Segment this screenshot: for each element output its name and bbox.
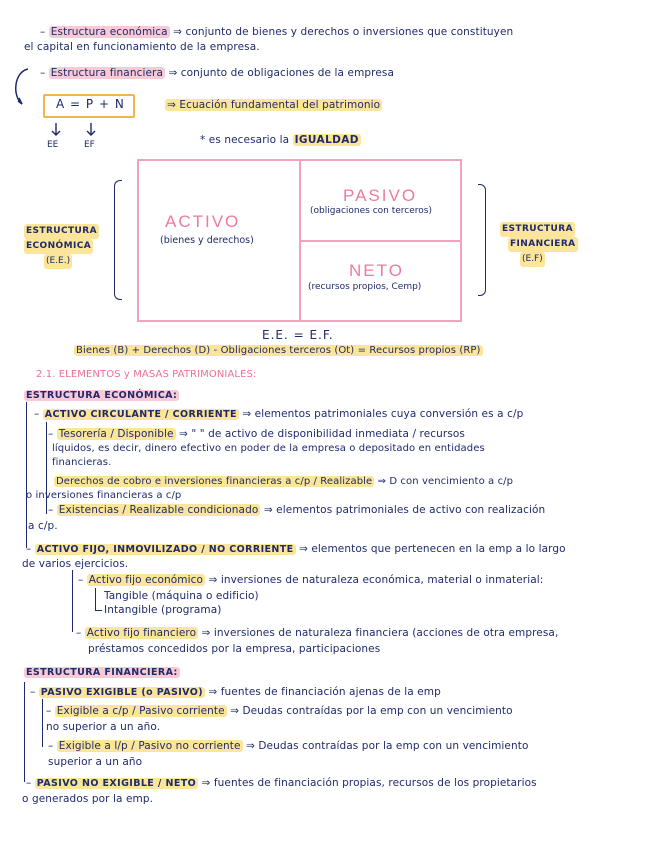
neto-subtitle: (recursos propios, Cemp) xyxy=(308,282,422,292)
right-brace xyxy=(478,184,486,296)
exigible-cp-line-1: – Exigible a c/p / Pasivo corriente ⇒ Deudas contraídas por la emp con un vencimiento xyxy=(46,705,513,717)
tesoreria-line-2: líquidos, es decir, dinero efectivo en poder de la empresa o depositado en entidades xyxy=(52,443,485,454)
pasivo-no-exigible-line-1: – PASIVO NO EXIGIBLE / NETO ⇒ fuentes de financiación propias, recursos de los propietarios xyxy=(26,777,537,789)
estructura-economica-def: ⇒ conjunto de bienes y derechos o inversiones que constituyen xyxy=(173,26,514,38)
intangible-line: Intangible (programa) xyxy=(104,604,222,616)
activo-fijo-economico-line: – Activo fijo económico ⇒ inversiones de naturaleza económica, material o inmaterial: xyxy=(78,574,544,586)
arrow-down-icon xyxy=(86,122,96,141)
ef-label: EF xyxy=(84,140,95,150)
intro-line-1 xyxy=(40,26,513,39)
pasivo-exigible-line: – PASIVO EXIGIBLE (o PASIVO) ⇒ fuentes de financiación ajenas de la emp xyxy=(30,686,441,698)
existencias-line-2: a c/p. xyxy=(28,520,58,532)
intro-line-2: el capital en funcionamiento de la empresa. xyxy=(24,41,260,53)
econ-title: ESTRUCTURA ECONÓMICA: xyxy=(26,390,178,401)
arrow-down-icon xyxy=(51,122,61,141)
activo-fijo-financiero-line-1: – Activo fijo financiero ⇒ inversiones de naturaleza financiera (acciones de otra empresa, xyxy=(76,627,559,639)
activo-fijo-line-1: – ACTIVO FIJO, INMOVILIZADO / NO CORRIENTE ⇒ elementos que pertenecen en la emp a lo largo xyxy=(26,543,566,555)
equation: A = P + N xyxy=(56,97,125,111)
curved-arrow-icon xyxy=(10,66,32,112)
fin-title: ESTRUCTURA FINANCIERA: xyxy=(26,667,178,678)
intro-line-3: – Estructura financiera ⇒ conjunto de obligaciones de la empresa xyxy=(40,67,395,79)
derechos-line-2: o inversiones financieras a c/p xyxy=(26,490,182,501)
exigible-lp-line-1: – Exigible a l/p / Pasivo no corriente ⇒ Deudas contraídas por la emp con un vencimiento xyxy=(48,740,529,752)
section-title: 2.1. ELEMENTOS y MASAS PATRIMONIALES: xyxy=(36,369,257,380)
pasivo-title: PASIVO xyxy=(343,186,418,205)
exigible-lp-line-2: superior a un año xyxy=(48,756,143,768)
activo-subtitle: (bienes y derechos) xyxy=(160,235,254,246)
equation-description: ⇒ Ecuación fundamental del patrimonio xyxy=(167,99,381,111)
box-divider-horizontal xyxy=(299,240,462,242)
tesoreria-line-3: financieras. xyxy=(52,457,112,468)
right-label: ESTRUCTURA FINANCIERA (E.F) xyxy=(500,222,578,267)
tangible-tree-line xyxy=(95,588,102,611)
activo-title: ACTIVO xyxy=(165,212,241,231)
activo-fijo-line-2: de varios ejercicios. xyxy=(22,558,129,570)
left-label: ESTRUCTURA ECONÓMICA (E.E.) xyxy=(24,224,99,269)
tangible-line: Tangible (máquina o edificio) xyxy=(104,590,259,602)
ee-label: EE xyxy=(47,140,59,150)
estructura-financiera-def: ⇒ conjunto de obligaciones de la empresa xyxy=(168,67,395,79)
tesoreria-line-1: – Tesorería / Disponible ⇒ " " de activo de disponibilidad inmediata / recursos xyxy=(48,428,465,440)
pasivo-no-exigible-line-2: o generados por la emp. xyxy=(22,793,154,805)
derechos-line-1: Derechos de cobro e inversiones financieras a c/p / Realizable ⇒ D con vencimiento a c/p xyxy=(56,476,514,487)
estructura-economica-term: – Estructura económica xyxy=(40,26,168,38)
estructura-financiera-term: Estructura financiera xyxy=(50,67,163,79)
activo-fijo-financiero-line-2: préstamos concedidos por la empresa, participaciones xyxy=(88,643,381,655)
ee-equals-ef: E.E. = E.F. xyxy=(262,328,334,342)
equality-note: * es necesario la IGUALDAD xyxy=(200,134,359,146)
left-brace xyxy=(114,180,122,300)
pasivo-subtitle: (obligaciones con terceros) xyxy=(310,206,432,216)
exigible-cp-line-2: no superior a un año. xyxy=(46,721,161,733)
neto-title: NETO xyxy=(349,261,404,280)
activo-circulante-line: – ACTIVO CIRCULANTE / CORRIENTE ⇒ elementos patrimoniales cuya conversión es a c/p xyxy=(34,408,524,420)
existencias-line-1: – Existencias / Realizable condicionado ⇒ elementos patrimoniales de activo con realización xyxy=(48,504,546,516)
patrimony-formula: Bienes (B) + Derechos (D) - Obligaciones terceros (Ot) = Recursos propios (RP) xyxy=(76,345,481,356)
